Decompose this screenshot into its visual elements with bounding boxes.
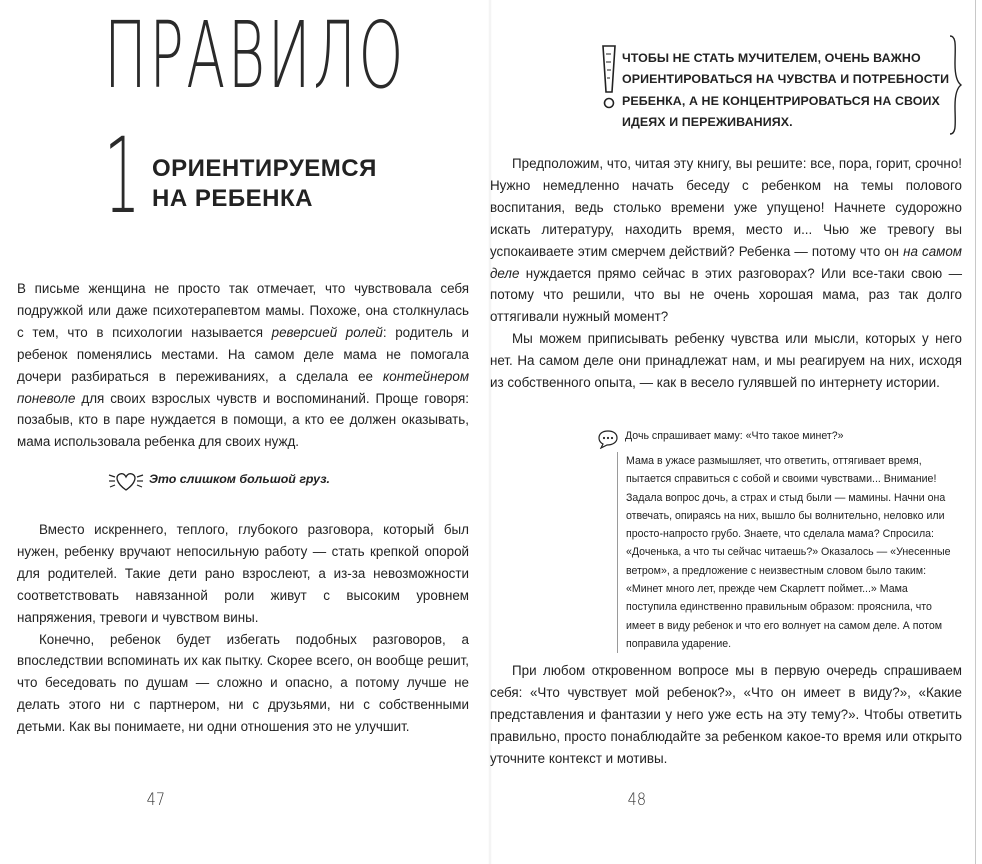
rule-subtitle (152, 154, 377, 214)
callout-text: Это слишком большой груз. (149, 472, 330, 486)
heart-icon (107, 468, 145, 494)
exclamation-icon (598, 42, 620, 114)
left-paragraphs-2 (17, 519, 469, 738)
dialog-line: отвечать, опираясь на них, вышло бы волнительно, неловко или (626, 509, 945, 522)
text-segment: В письме женщина не просто так отмечает, что чувствовала себя подружкой или даже психотерапевтом мамы. Похоже, она столкнулась с тем, что в психологии называется (17, 281, 469, 340)
callout (107, 468, 407, 494)
paragraph: Мы можем приписывать ребенку чувства или мысли, которых у него нет. На самом деле они принадлежат нам, и мы реагируем на них, исходя из собственного опыта, — как в весело гулявшей по интернету истории. (490, 331, 962, 391)
paragraph: При любом откровенном вопросе мы в первую очередь спрашиваем себя: «Что чувствует мой ребенок?», «Что он имеет в виду?», «Какие представления и фантазии у него уже есть на эту тему?». Чтобы ответить правильно, просто понаблюдайте за ребенком какое-то время или открыто уточните контекст и мотивы. (490, 663, 962, 766)
dialog-line: поправила ударение. (626, 637, 732, 650)
rule-subtitle-line: НА РЕБЕНКА (152, 185, 313, 212)
dialog-line: «Доченька, а что ты сейчас читаешь?» Оказалось — «Унесенные (626, 546, 951, 559)
dialog-line: поступила единственно правильным образом: прояснила, что (626, 601, 932, 614)
emphasis-term: на самом деле (490, 243, 962, 281)
right-paragraph-3 (490, 660, 962, 770)
warning-note (598, 42, 970, 134)
warning-text (622, 48, 962, 134)
warning-line: ЧТОБЫ НЕ СТАТЬ МУЧИТЕЛЕМ, ОЧЕНЬ ВАЖНО (622, 51, 921, 65)
paragraph: Конечно, ребенок будет избегать подобных разговоров, а впоследствии вспоминать их как пытку. Скорее всего, он вообще решит, что беседовать по душам — сложно и опасно, а потому лучше не делать этого ни с партнером, ни с друзьями, ни с собственными детьми. Как вы понимаете, ни одни отношения это не улучшит. (17, 631, 469, 735)
dialog-line: «Минет много лет, прежде чем Скарлетт поймет...» Мама (626, 583, 908, 596)
paragraph: Вместо искреннего, теплого, глубокого разговора, который был нужен, ребенку вручают непосильную работу — стать крепкой опорой для родителей. Такие дети рано взрослеют, а из-за невозможности соответствовать навязанной роли живут с высоким уровнем напряжения, тревоги и чувством вины. (17, 522, 469, 625)
dialog-line: Мама в ужасе размышляет, что ответить, оттягивает время, (626, 455, 922, 467)
dialog-line: ветром», а предложение с неизвестным словом было таким: (626, 564, 927, 577)
page-edge (975, 0, 976, 864)
text-segment: Предположим, что, читая эту книгу, вы решите: все, пора, горит, срочно! Нужно немедленно начать беседу с ребенком на темы полового воспитания, ведь столько времени уже упущено! Начнете судорожно искать литературу, находить время, место и... Чью же тревогу вы успокаиваете этим смерчем действий? Ребенка — потому что он (490, 156, 962, 259)
closing-brace-icon (948, 34, 962, 136)
right-paragraphs-1 (490, 153, 962, 394)
dialog-question: Дочь спрашивает маму: «Что такое минет?» (625, 430, 844, 442)
page-number: 47 (146, 790, 166, 810)
right-page (490, 0, 982, 864)
dialog-story (617, 452, 971, 653)
text-segment: нуждается прямо сейчас в этих разговорах? Или все-таки свою — потому что решили, что вы не очень хорошая мама, раз так долго оттягивали нужный момент? (490, 265, 962, 325)
left-paragraph-1 (17, 278, 469, 453)
warning-line: ОРИЕНТИРОВАТЬСЯ НА ЧУВСТВА И ПОТРЕБНОСТИ (622, 72, 950, 87)
warning-line: ИДЕЯХ И ПЕРЕЖИВАНИЯХ. (622, 115, 793, 130)
dialog-line: Задала вопрос дочь, а страх и стыд были — мамины. Начни она (626, 491, 946, 504)
dialog-line: имеет в виду ребенок и что его волнует на самом деле. А потом (626, 619, 943, 632)
dialog-line: просто-напросто грубо. Знаете, что сделала мама? Спросила: (626, 528, 934, 541)
warning-line: РЕБЕНКА, А НЕ КОНЦЕНТРИРОВАТЬСЯ НА СВОИХ (622, 93, 940, 108)
left-page (0, 0, 490, 864)
emphasis-term: контейнером поневоле (17, 368, 469, 406)
rule-subtitle-line: ОРИЕНТИРУЕМСЯ (152, 155, 377, 182)
rule-title: ПРАВИЛО (104, 2, 406, 109)
speech-bubble-icon (597, 429, 619, 449)
text-segment: : родитель и ребенок поменялись местами. На самом деле мама не помогала дочери разбираться в переживаниях, а сделала ее (17, 324, 470, 384)
dialog-line: пытается справиться с собой и своими чувствами... Внимание! (626, 473, 937, 486)
text-segment: для своих взрослых чувств и воспоминаний. Проще говоря: позабыв, кто в паре нуждается в помощи, а кто ее должен оказывать, мама использовала ребенка для своих нужд. (17, 390, 469, 450)
emphasis-term: реверсией ролей (271, 324, 383, 340)
page-number: 48 (627, 790, 647, 810)
rule-number: 1 (104, 115, 141, 237)
